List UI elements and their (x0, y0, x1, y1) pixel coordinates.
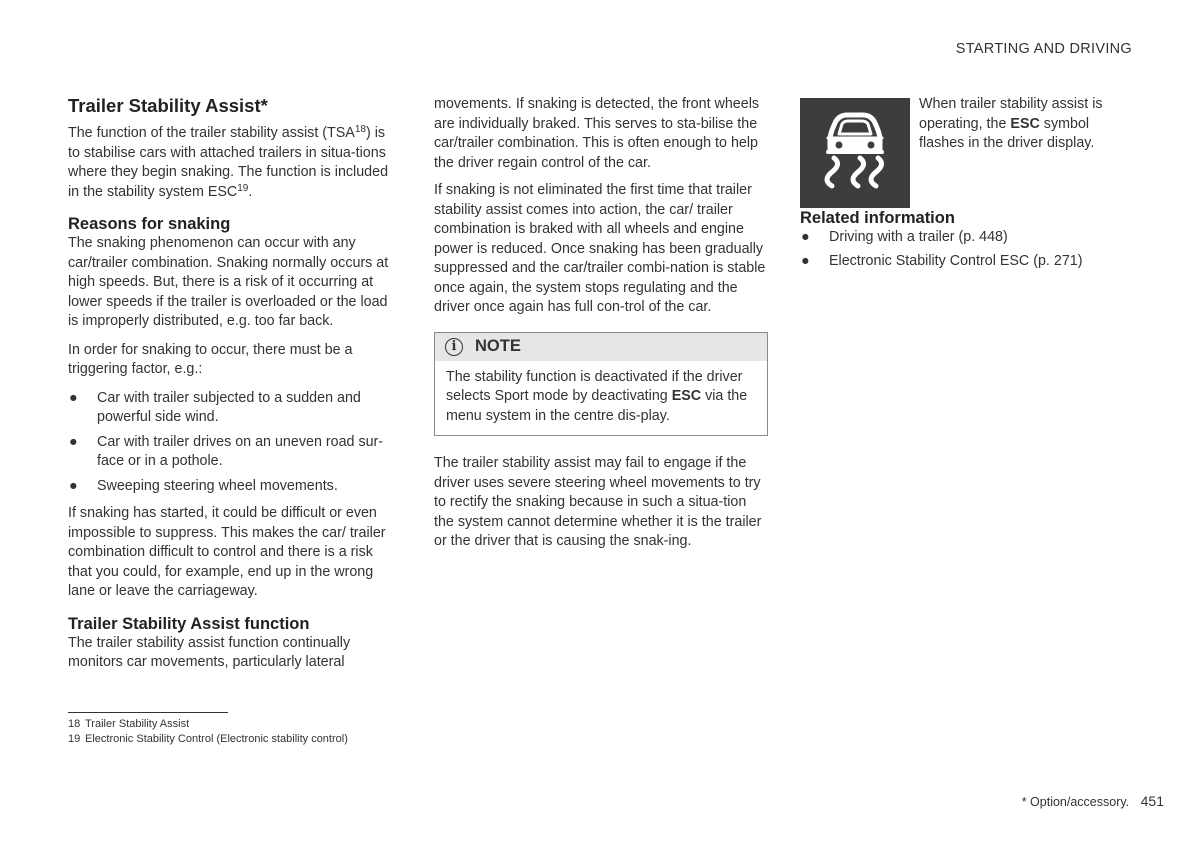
footnote-ref-19[interactable]: 19 (237, 182, 249, 194)
related-link-esc[interactable]: ● Electronic Stability Control ESC (p. 271) (800, 252, 1132, 272)
may-fail-paragraph: The trailer stability assist may fail to engage if the driver uses severe steering wheel movements to try to rectify the snaking because in such a situa-tion the system cannot determine whether it is the trailer or the driver that is causing the snak-ing. (434, 455, 762, 549)
function-paragraph: The trailer stability assist function continually monitors car movements, particularly lateral (68, 634, 351, 670)
esc-keyword: ESC (671, 388, 702, 404)
footnote-divider (68, 712, 228, 713)
esc-description: When trailer stability assist is operating, the ESC symbol flashes in the driver display. (919, 96, 1103, 151)
bullet-icon: ● (69, 389, 78, 406)
note-header (435, 333, 767, 361)
footnote-ref-18[interactable]: 18 (354, 124, 366, 135)
note-box (434, 332, 768, 437)
list-item: ● Sweeping steering wheel movements. (68, 477, 400, 497)
footnote-19: 19 Electronic Stability Control (Electronic stability control) (68, 733, 348, 745)
snaking-started-paragraph: If snaking has started, it could be difficult or even impossible to suppress. This makes the car/ trailer combination difficult to control and there is a risk that you could, for example, end up in the wrong lane or leave the carriageway. (68, 505, 386, 599)
intro-paragraph: The function of the trailer stability assist (TSA$^{18}$) is to stabilise cars with attached trailers in situa-tions where they begin snaking. The function is included in the stability system ESC$^{19}$. (68, 124, 389, 200)
footnotes (68, 717, 348, 747)
trigger-list (68, 389, 400, 497)
function-paragraph-continued: movements. If snaking is detected, the front wheels are individually braked. This serves to sta-bilise the car/trailer combination. This is often enough to help the driver regain control of the car. (434, 96, 760, 171)
note-title: NOTE (475, 336, 521, 355)
footnote-18: 18 Trailer Stability Assist (68, 718, 190, 730)
heading-tsa-function: Trailer Stability Assist function (68, 614, 310, 633)
trigger-paragraph: In order for snaking to occur, there must be a triggering factor, e.g.: (68, 341, 353, 377)
page-section-header: STARTING AND DRIVING (955, 41, 1132, 57)
related-link-driving-with-trailer[interactable]: ● Driving with a trailer (p. 448) (800, 228, 1132, 248)
bullet-icon: ● (801, 253, 810, 269)
note-body: The stability function is deactivated if the driver selects Sport mode by deactivating ESC via the menu system in the centre dis-play. (446, 368, 748, 424)
column-left (68, 95, 400, 682)
page-footer (1022, 792, 1164, 813)
column-right (800, 95, 1132, 280)
esc-keyword: ESC (1010, 115, 1040, 132)
reasons-paragraph: The snaking phenomenon can occur with any car/trailer combination. Snaking normally occurs at high speeds. But, there is a risk of it occurring at lower speeds if the trailer is overloaded or the load is improperly distributed, e.g. too far back. (68, 235, 389, 329)
list-item: ● Car with trailer subjected to a sudden and powerful side wind. (69, 389, 361, 425)
related-links (800, 228, 1132, 272)
snaking-not-eliminated-paragraph: If snaking is not eliminated the first time that trailer stability assist comes into action, the car/ trailer combination is braked with all wheels and engine power is reduced. Once snaking has been gradually suppressed and the car/trailer combi-nation is stable once again, the system stops regulating and the driver once again has full con-trol of the car. (434, 182, 766, 315)
heading-reasons-for-snaking: Reasons for snaking (68, 215, 231, 233)
bullet-icon: ● (69, 477, 78, 494)
page-number: 451 (1140, 793, 1164, 809)
esc-skid-icon (800, 98, 910, 208)
bullet-icon: ● (69, 433, 78, 450)
info-icon: i (445, 338, 463, 356)
column-middle (434, 95, 768, 560)
option-accessory-note: * Option/accessory. (1021, 795, 1130, 809)
related-information-heading: Related information (800, 208, 955, 227)
bullet-icon: ● (801, 228, 810, 245)
section-title: Trailer Stability Assist* (68, 95, 268, 116)
list-item: ● Car with trailer drives on an uneven road sur-face or in a pothole. (69, 433, 384, 469)
